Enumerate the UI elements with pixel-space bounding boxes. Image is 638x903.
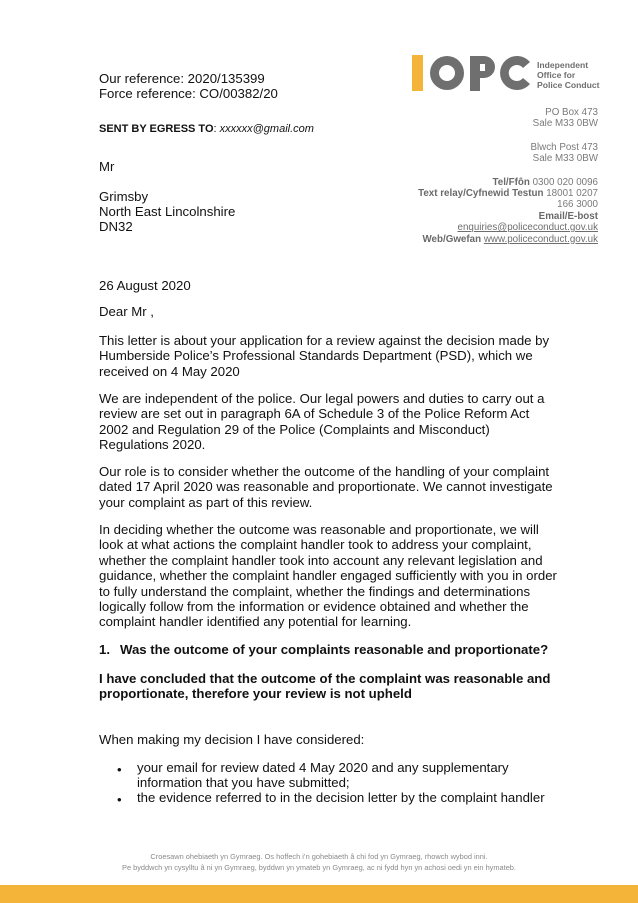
paragraph-3: Our role is to consider whether the outcome of the handling of your complaint dated 17 April 2020 was reasonable and proportionate. We cannot investigate your complaint as part of this review.: [99, 464, 553, 510]
conclusion: I have concluded that the outcome of the complaint was reasonable and proportionate, therefore your review is not upheld: [99, 671, 551, 702]
sent-by-line: SENT BY EGRESS TO: xxxxxx@gmail.com: [99, 123, 314, 135]
footer-line-1: Croesawn ohebiaeth yn Gymraeg. Os hoffech i’n gohebiaeth â chi fod yn Gymraeg, rhowch wybod inni.: [150, 852, 488, 861]
web-link[interactable]: www.policeconduct.gov.uk: [483, 233, 598, 245]
sent-by-email: xxxxxx@gmail.com: [219, 123, 314, 135]
bullet-item-2: the evidence referred to in the decision letter by the complaint handler: [137, 790, 545, 805]
footer-brand-bar: [0, 885, 638, 903]
bullet-dot-2: •: [117, 792, 122, 807]
iopc-logo-mark: [412, 52, 537, 96]
paragraph-2: We are independent of the police. Our legal powers and duties to carry out a review are set out in paragraph 6A of Schedule 3 of the Police Reform Act 2002 and Regulation 29 of the Police (Complaints and Misconduct) Regulations 2020.: [99, 391, 545, 453]
paragraph-4: In deciding whether the outcome was reasonable and proportionate, we will look at what actions the complaint handler took to address your complaint, whether the complaint handler took into account any relevant legislation and guidance, whether the complaint handler engaged sufficiently with you in order to fully understand the complaint, whether the findings and determinations logically follow from the information or evidence obtained and whether the complaint handler identified any potential for learning.: [99, 522, 557, 630]
recipient-salutation: Mr: [99, 159, 115, 174]
letter-date: 26 August 2020: [99, 278, 191, 293]
paragraph-1: This letter is about your application for a review against the decision made by Humberside Police’s Professional Standards Department (PSD), which we received on 4 May 2020: [99, 333, 550, 379]
iopc-logo-text: Independent Office for Police Conduct: [537, 60, 600, 90]
address-line-2: North East Lincolnshire: [99, 204, 236, 219]
contact-block: PO Box 473 Sale M33 0BW Blwch Post 473 Sale M33 0BW Tel/Ffôn 0300 020 0096 Text relay/Cyfnewid Testun 18001 0207 166 3000 Email/E-bost enquiries@policeconduct.gov.uk Web/Gwefan www.policeconduct.gov.uk: [418, 107, 598, 245]
email-link[interactable]: enquiries@policeconduct.gov.uk: [457, 222, 598, 234]
section-heading: Was the outcome of your complaints reasonable and proportionate?: [120, 642, 549, 657]
force-reference: Force reference: CO/00382/20: [99, 86, 278, 101]
our-reference: Our reference: 2020/135399: [99, 71, 265, 86]
greeting: Dear Mr ,: [99, 304, 154, 319]
considered-intro: When making my decision I have considered:: [99, 732, 365, 747]
address-line-3: DN32: [99, 219, 133, 234]
sent-by-label: SENT BY EGRESS TO: [99, 123, 214, 135]
section-number: 1.: [99, 642, 110, 657]
bullet-dot-1: •: [117, 762, 122, 777]
footer-line-2: Pe byddwch yn cysylltu â ni yn Gymraeg, byddwn yn ymateb yn Gymraeg, ac ni fydd hyn yn achosi oedi yn ein hymateb.: [122, 863, 516, 872]
address-line-1: Grimsby: [99, 189, 149, 204]
bullet-item-1: your email for review dated 4 May 2020 and any supplementary information that you have submitted;: [137, 760, 509, 791]
